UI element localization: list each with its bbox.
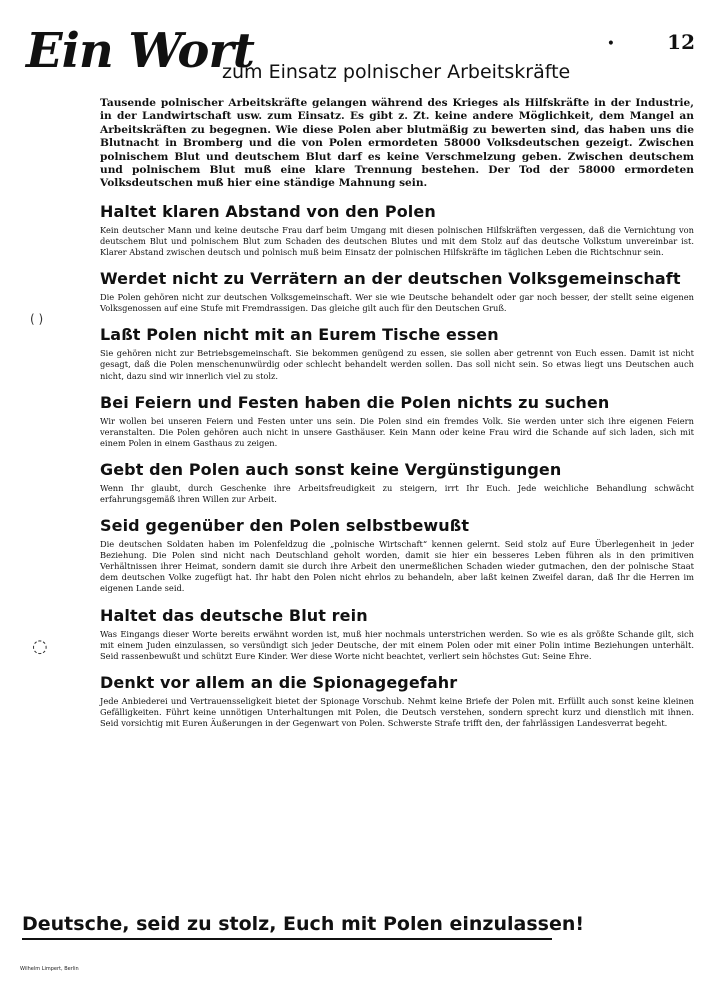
section	[100, 606, 694, 662]
section-body: Was Eingangs dieser Worte bereits erwähnt worden ist, muß hier nochmals unterstrichen werden. So wie es als größte Schande gilt, sich mit einem Juden einzulassen, so versündigt sich jeder Deutsche, der mit einem Polen oder mit einer Polin intime Beziehungen unterhält. Seid rassenbewußt und schützt Eure Kinder. Wer diese Worte nicht beachtet, verliert sein höchstes Gut: Seine Ehre.	[100, 628, 694, 661]
section	[100, 460, 694, 505]
closing-slogan: Deutsche, seid zu stolz, Euch mit Polen einzulassen!	[22, 912, 552, 940]
section-heading: Seid gegenüber den Polen selbstbewußt	[100, 516, 470, 536]
printer-imprint: Wilhelm Limpert, Berlin	[20, 966, 79, 972]
section-heading: Bei Feiern und Festen haben die Polen nichts zu suchen	[100, 392, 610, 412]
section-heading: Haltet das deutsche Blut rein	[100, 605, 368, 625]
section	[100, 269, 694, 314]
section-body: Sie gehören nicht zur Betriebsgemeinschaft. Sie bekommen genügend zu essen, sie sollen aber getrennt von Euch essen. Damit ist nicht gesagt, daß die Polen menschenunwürdig oder schlecht behandelt werden sollen. Das soll nicht sein. So etwas liegt uns Deutschen auch nicht, dazu sind wir innerlich viel zu stolz.	[100, 348, 694, 381]
section	[100, 202, 694, 258]
section	[100, 393, 694, 449]
section-body: Die deutschen Soldaten haben im Polenfeldzug die „polnische Wirtschaft“ kennen gelernt. Seid stolz auf Eure Überlegenheit in jeder Beziehung. Die Polen sind nicht nach Deutschland geholt worden, damit sie hier ein besseres Leben führen als in den primitiven Verhältnissen ihrer Heimat, sondern damit sie durch ihre Arbeit den unermeßlichen Schaden wieder gutmachen, den der polnische Staat dem deutschen Volke zugefügt hat. Ihr habt den Polen nicht ehrlos zu behandeln, aber laßt keinen Zweifel daran, daß Ihr die Herren im eigenen Lande seid.	[100, 539, 694, 594]
section	[100, 516, 694, 594]
section	[100, 673, 694, 729]
page-number: 12	[667, 30, 695, 54]
content	[100, 97, 694, 729]
page-title: Ein Wort	[26, 23, 254, 79]
page-subtitle: zum Einsatz polnischer Arbeitskräfte	[222, 61, 571, 83]
header	[26, 20, 666, 90]
section-heading: Gebt den Polen auch sonst keine Vergünstigungen	[100, 459, 562, 479]
section-body: Jede Anbiederei und Vertrauensseligkeit bietet der Spionage Vorschub. Nehmt keine Briefe der Polen mit. Erfüllt auch sonst keine kleinen Gefälligkeiten. Führt keine unnötigen Unterhaltungen mit Polen, die Deutsch verstehen, sondern sprecht kurz und dienstlich mit ihnen. Seid vorsichtig mit Euren Äußerungen in der Gegenwart von Polen. Schwerste Strafe trifft den, der fahrlässigen Landesverrat begeht.	[100, 695, 694, 728]
section-heading: Laßt Polen nicht mit an Eurem Tische essen	[100, 325, 499, 345]
section-body: Kein deutscher Mann und keine deutsche Frau darf beim Umgang mit diesen polnischen Hilfskräften vergessen, daß die Vernichtung von deutschem Blut und polnischem Blut zum Schaden des deutschen Blutes und mit dem Stolz auf das deutsche Volkstum unvereinbar ist. Klarer Abstand zwischen deutsch und polnisch muß beim Einsatz der polnischen Hilfskräfte im täglichen Leben die Richtschnur sein.	[100, 224, 694, 258]
section-body: Die Polen gehören nicht zur deutschen Volksgemeinschaft. Wer sie wie Deutsche behandelt oder gar noch besser, der stellt seine eigenen Volksgenossen auf eine Stufe mit Fremdrassigen. Das gleiche gilt auch für den Deutschen Gruß.	[100, 292, 694, 314]
stray-mark: •	[606, 36, 615, 52]
section-heading: Haltet klaren Abstand von den Polen	[100, 201, 436, 221]
intro-paragraph: Tausende polnischer Arbeitskräfte gelangen während des Krieges als Hilfskräfte in der Industrie, in der Landwirtschaft usw. zum Einsatz. Es gibt z. Zt. keine andere Möglichkeit, dem Mangel an Arbeitskräften zu begegnen. Wie diese Polen aber blutmäßig zu bewerten sind, das haben uns die Blutnacht in Bromberg und die von Polen ermordeten 58000 Volksdeutschen gezeigt. Zwischen polnischem Blut und deutschem Blut darf es keine Verschmelzung geben. Zwischen deutschem und polnischem Blut muß eine klare Trennung bestehen. Der Tod der 58000 ermordeten Volksdeutschen muß hier eine ständige Mahnung sein.	[100, 97, 694, 190]
section-body: Wenn Ihr glaubt, durch Geschenke ihre Arbeitsfreudigkeit zu steigern, irrt Ihr Euch. Jede weichliche Behandlung schwächt erfahrungsgemäß ihren Willen zur Arbeit.	[100, 482, 694, 504]
punch-hole-mark: ◌	[32, 636, 48, 657]
section-body: Wir wollen bei unseren Feiern und Festen unter uns sein. Die Polen sind ein fremdes Volk. Sie werden unter sich ihre eigenen Feiern veranstalten. Die Polen gehören auch nicht in unsere Gasthäuser. Kein Mann oder keine Frau wird die Schande auf sich laden, sich mit einem Polen in einem Gasthaus zu zeigen.	[100, 415, 694, 448]
section-heading: Denkt vor allem an die Spionagegefahr	[100, 672, 458, 692]
section	[100, 325, 694, 381]
section-heading: Werdet nicht zu Verrätern an der deutschen Volksgemeinschaft	[100, 269, 681, 289]
punch-hole-mark: ( )	[30, 312, 44, 326]
